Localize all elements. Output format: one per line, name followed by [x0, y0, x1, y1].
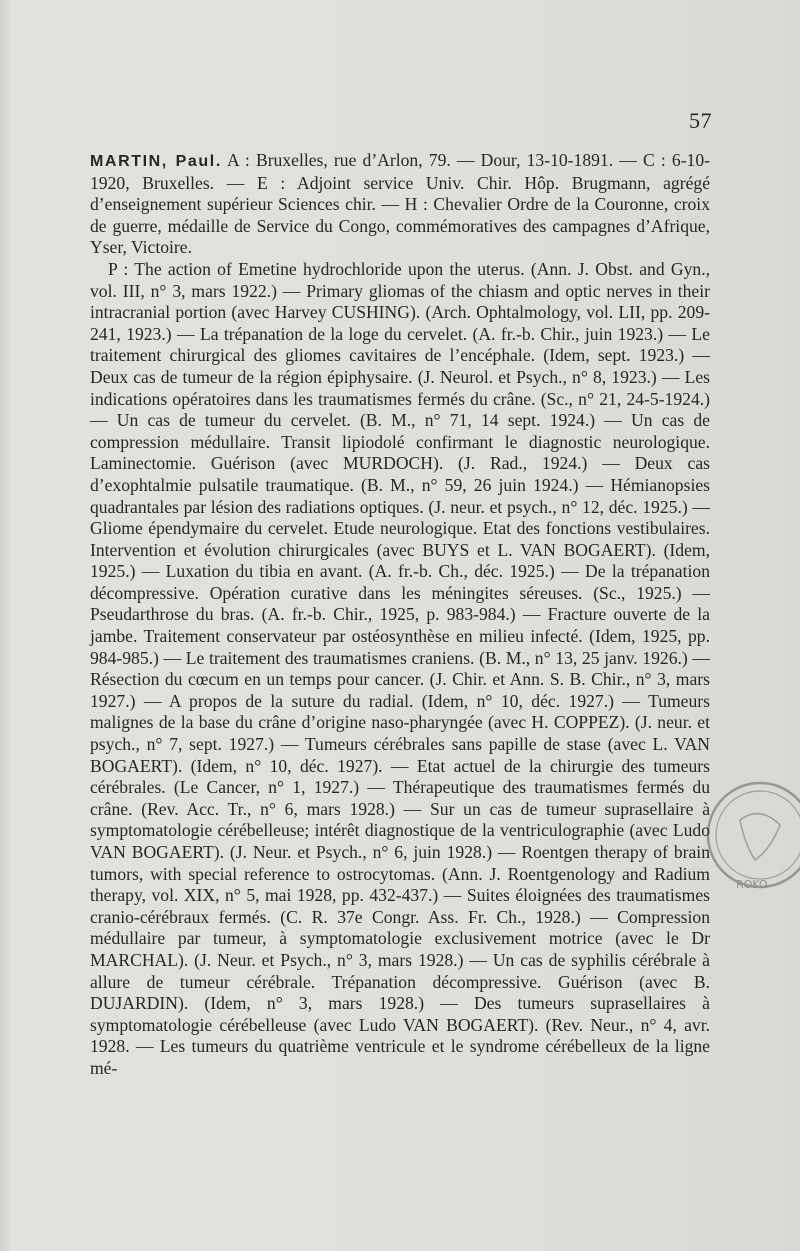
entry-publications: P : The action of Emetine hydrochloride upon the uterus. (Ann. J. Obst. and Gyn., vol. III, n° 3, mars 1922.) — Primary gliomas of the chiasm and optic nerves in their intracranial portion (avec Harvey CUSHING). (Arch. Ophtalmology, vol. LII, pp. 209-241, 1923.) — La trépanation de la loge du cervelet. (A. fr.-b. Chir., juin 1923.) — Le traitement chirurgical des gliomes cavitaires de l’encéphale. (Idem, sept. 1923.) — Deux cas de tumeur de la région épiphysaire. (J. Neurol. et Psych., n° 8, 1923.) — Les indications opératoires dans les traumatismes fermés du crâne. (Sc., n° 21, 24-5-1924.) — Un cas de tumeur du cervelet. (B. M., n° 71, 14 sept. 1924.) — Un cas de compression médullaire. Transit lipiodolé confirmant le diagnostic neurologique. Laminectomie. Guérison (avec MURDOCH). (J. Rad., 1924.) — Deux cas d’exophtalmie pulsatile traumatique. (B. M., n° 59, 26 juin 1924.) — Hémianopsies quadrantales par lésion des radiations optiques. (J. neur. et psych., n° 12, déc. 1925.) — Gliome épendymaire du cervelet. Etude neurologique. Etat des fonctions vestibulaires. Intervention et évolution chirurgicales (avec BUYS et L. VAN BOGAERT). (Idem, 1925.) — Luxation du tibia en avant. (A. fr.-b. Ch., déc. 1925.) — De la trépanation décompressive. Opération curative dans les méningites séreuses. (Sc., 1925.) — Pseudarthrose du bras. (A. fr.-b. Chir., 1925, p. 983-984.) — Fracture ouverte de la jambe. Traitement conservateur par ostéosynthèse en milieu infecté. (Idem, 1925, pp. 984-985.) — Le traitement des traumatismes craniens. (B. M., n° 13, 25 janv. 1926.) — Résection du cœcum en un temps pour cancer. (J. Chir. et Ann. S. B. Chir., n° 3, mars 1927.) — A propos de la suture du radial. (Idem, n° 10, déc. 1927.) — Tumeurs malignes de la base du crâne d’origine naso-pharyngée (avec H. COPPEZ). (J. neur. et psych., n° 7, sept. 1927.) — Tumeurs cérébrales sans papille de stase (avec L. VAN BOGAERT). (Idem, n° 10, déc. 1927). — Etat actuel de la chirurgie des tumeurs cérébrales. (Le Cancer, n° 1, 1927.) — Thérapeutique des traumatismes fermés du crâne. (Rev. Acc. Tr., n° 6, mars 1928.) — Sur un cas de tumeur suprasellaire à symptomatologie cérébelleuse; intérêt diagnostique de la ventriculographie (avec Ludo VAN BOGAERT). (J. Neur. et Psych., n° 6, juin 1928.) — Roentgen therapy of brain tumors, with special reference to ostrocytomas. (Ann. J. Roentgenology and Radium therapy, vol. XIX, n° 5, mai 1928, pp. 432-437.) — Suites éloignées des traumatismes cranio-cérébraux fermés. (C. R. 37e Congr. Ass. Fr. Ch., 1928.) — Compression médullaire par tumeur, à symptomatologie exclusivement motrice (avec le Dr MARCHAL). (J. Neur. et Psych., n° 3, mars 1928.) — Un cas de syphilis cérébrale à allure de tumeur cérébrale. Trépanation décompressive. Guérison (avec B. DUJARDIN). (Idem, n° 3, mars 1928.) — Des tumeurs suprasellaires à symptomatologie cérébelleuse (avec Ludo VAN BOGAERT). (Rev. Neur., n° 4, avr. 1928. — Les tumeurs du quatrième ventricule et le syndrome cérébelleux de la ligne mé-: [90, 258, 710, 1078]
entry-name: MARTIN, Paul.: [90, 153, 222, 170]
entry-biography: A : Bruxelles, rue d’Arlon, 79. — Dour, 13-10-1891. — C : 6-10-1920, Bruxelles. — E : Adjoint service Univ. Chir. Hôp. Brugmann, agrégé d’enseignement supérieur Sciences chir. — H : Chevalier Ordre de la Couronne, croix de guerre, médaille de Service du Congo, commémoratives des campagnes d’Afrique, Yser, Victoire.: [90, 150, 711, 258]
biographical-entry: [90, 150, 710, 1080]
library-stamp: [700, 770, 800, 900]
stamp-graphic: [700, 770, 800, 900]
stamp-text: ROKO: [736, 878, 768, 891]
page-number: 57: [689, 108, 712, 133]
entry-biography-paragraph: [90, 150, 710, 259]
